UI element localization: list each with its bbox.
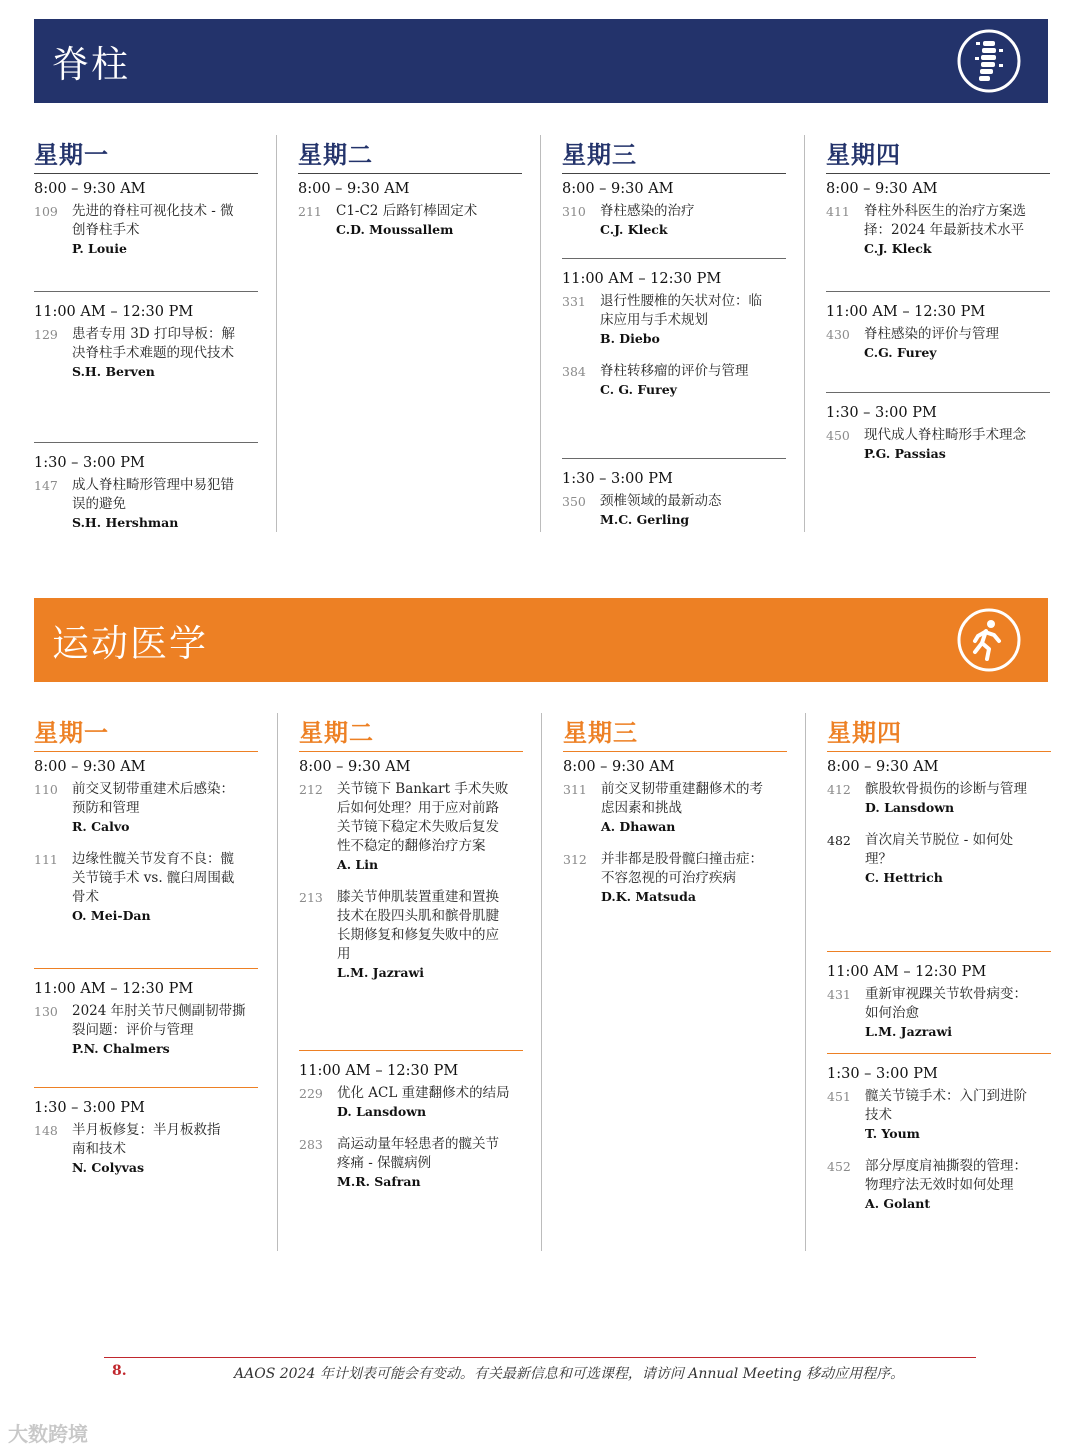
sports-day-thursday <box>827 713 1051 1211</box>
session-title: 高运动量年轻患者的髋关节 疼痛 - 保髋病例 <box>337 1136 499 1171</box>
session-title: 重新审视踝关节软骨病变： 如何治愈 <box>865 986 1027 1021</box>
session-title: 关节镜下 Bankart 手术失败 后如何处理？用于应对前路 关节镜下稳定术失败后复发 性不稳定的翻修治疗方案 <box>337 781 509 854</box>
sports-day-tuesday <box>299 713 523 1189</box>
session-number: 147 <box>34 478 58 493</box>
session-item <box>562 292 786 348</box>
spine-schedule <box>34 135 1054 535</box>
session-title: 前交叉韧带重建翻修术的考 虑因素和挑战 <box>601 781 763 816</box>
time-slot: 8:00 – 9:30 AM <box>34 759 146 775</box>
session-item <box>826 202 1050 258</box>
time-block <box>34 753 258 939</box>
time-slot: 11:00 AM – 12:30 PM <box>34 981 194 997</box>
time-slot: 8:00 – 9:30 AM <box>827 759 939 775</box>
session-number: 331 <box>562 294 586 309</box>
session-number: 452 <box>827 1159 851 1174</box>
session-title: 髌股软骨损伤的诊断与管理 <box>865 781 1027 797</box>
time-block <box>34 442 258 546</box>
runner-icon <box>956 607 1022 673</box>
spine-day-thursday <box>826 135 1050 461</box>
session-item <box>34 1002 258 1058</box>
session-number: 211 <box>298 204 322 219</box>
session-title: 2024 年肘关节尺侧副韧带撕 裂问题：评价与管理 <box>72 1003 246 1038</box>
session-title: 部分厚度肩袖撕裂的管理： 物理疗法无效时如何处理 <box>865 1158 1027 1193</box>
session-number: 350 <box>562 494 586 509</box>
time-block <box>34 291 258 395</box>
session-title: 首次肩关节脱位 - 如何处 理？ <box>865 832 1014 867</box>
footer-note: AAOS 2024 年计划表可能会有变动。有关最新信息和可选课程，请访问 Annual Meeting 移动应用程序。 <box>234 1366 905 1382</box>
session-speaker: C. G. Furey <box>600 382 677 397</box>
day-header: 星期二 <box>299 713 523 752</box>
session-item <box>563 850 787 906</box>
session-speaker: N. Colyvas <box>72 1160 145 1175</box>
column-divider <box>277 713 278 1251</box>
section-title-spine: 脊柱 <box>52 43 130 86</box>
session-speaker: C.J. Kleck <box>864 241 932 256</box>
session-item <box>827 780 1051 817</box>
session-number: 430 <box>826 327 850 342</box>
session-item <box>298 202 522 239</box>
spine-day-wednesday <box>562 135 786 527</box>
session-title: 脊柱感染的评价与管理 <box>864 326 999 342</box>
session-speaker: P.G. Passias <box>864 446 946 461</box>
session-item <box>34 325 258 381</box>
session-number: 148 <box>34 1123 58 1138</box>
time-slot: 1:30 – 3:00 PM <box>34 455 145 471</box>
session-speaker: O. Mei-Dan <box>72 908 151 923</box>
time-slot: 11:00 AM – 12:30 PM <box>34 304 194 320</box>
session-speaker: M.R. Safran <box>337 1174 421 1189</box>
time-slot: 11:00 AM – 12:30 PM <box>827 964 987 980</box>
session-speaker: A. Lin <box>337 857 379 872</box>
session-number: 411 <box>826 204 850 219</box>
session-item <box>827 985 1051 1041</box>
session-title: 边缘性髋关节发育不良：髋 关节镜手术 vs. 髋臼周围截 骨术 <box>72 851 235 905</box>
session-number: 431 <box>827 987 851 1002</box>
section-title-sports: 运动医学 <box>52 622 208 665</box>
time-slot: 8:00 – 9:30 AM <box>563 759 675 775</box>
session-speaker: C.D. Moussallem <box>336 222 454 237</box>
session-speaker: B. Diebo <box>600 331 660 346</box>
time-slot: 1:30 – 3:00 PM <box>826 405 937 421</box>
session-speaker: M.C. Gerling <box>600 512 690 527</box>
time-block <box>562 175 786 253</box>
session-speaker: S.H. Hershman <box>72 515 179 530</box>
day-header: 星期三 <box>562 135 786 174</box>
spine-day-tuesday <box>298 135 522 237</box>
session-title: 患者专用 3D 打印导板：解 决脊柱手术难题的现代技术 <box>72 326 235 361</box>
session-number: 110 <box>34 782 58 797</box>
time-block <box>34 1087 258 1191</box>
session-speaker: D. Lansdown <box>337 1104 427 1119</box>
day-header: 星期一 <box>34 713 258 752</box>
footer-divider <box>104 1357 976 1358</box>
session-item <box>827 1157 1051 1213</box>
session-speaker: A. Golant <box>865 1196 931 1211</box>
time-block <box>826 291 1050 376</box>
session-item <box>299 780 523 874</box>
spine-day-monday <box>34 135 258 530</box>
session-number: 384 <box>562 364 586 379</box>
column-divider <box>540 135 541 532</box>
session-number: 283 <box>299 1137 323 1152</box>
session-speaker: R. Calvo <box>72 819 130 834</box>
session-title: 脊柱感染的治疗 <box>600 203 695 219</box>
time-block <box>827 951 1051 1055</box>
time-block <box>826 392 1050 477</box>
session-item <box>827 831 1051 887</box>
spine-icon <box>956 28 1022 94</box>
sports-banner <box>34 598 1048 682</box>
session-item <box>562 202 786 239</box>
session-item <box>299 1084 523 1121</box>
time-slot: 1:30 – 3:00 PM <box>34 1100 145 1116</box>
time-block <box>826 175 1050 272</box>
day-header: 星期四 <box>827 713 1051 752</box>
day-header: 星期三 <box>563 713 787 752</box>
session-item <box>299 1135 523 1191</box>
session-title: 颈椎领域的最新动态 <box>600 493 722 509</box>
session-number: 412 <box>827 782 851 797</box>
session-title: 成人脊柱畸形管理中易犯错 误的避免 <box>72 477 234 512</box>
session-item <box>827 1087 1051 1143</box>
session-number: 482 <box>827 833 851 848</box>
session-number: 450 <box>826 428 850 443</box>
session-title: 退行性腰椎的矢状对位：临 床应用与手术规划 <box>600 293 762 328</box>
time-slot: 8:00 – 9:30 AM <box>562 181 674 197</box>
session-title: 现代成人脊柱畸形手术理念 <box>864 427 1026 443</box>
session-title: 优化 ACL 重建翻修术的结局 <box>337 1085 510 1101</box>
time-block <box>34 968 258 1072</box>
session-title: 脊柱转移瘤的评价与管理 <box>600 363 749 379</box>
session-speaker: P.N. Chalmers <box>72 1041 170 1056</box>
session-number: 212 <box>299 782 323 797</box>
time-slot: 11:00 AM – 12:30 PM <box>562 271 722 287</box>
session-item <box>563 780 787 836</box>
session-number: 451 <box>827 1089 851 1104</box>
session-speaker: C.G. Furey <box>864 345 937 360</box>
session-speaker: P. Louie <box>72 241 127 256</box>
page-number: 8. <box>112 1363 127 1379</box>
session-title: 半月板修复：半月板救指 南和技术 <box>72 1122 221 1157</box>
time-block <box>298 175 522 253</box>
session-title: 脊柱外科医生的治疗方案选 择：2024 年最新技术水平 <box>864 203 1026 238</box>
session-speaker: A. Dhawan <box>601 819 676 834</box>
session-title: 膝关节伸肌装置重建和置换 技术在股四头肌和髌骨肌腱 长期修复和修复失败中的应 用 <box>337 889 499 962</box>
time-slot: 1:30 – 3:00 PM <box>562 471 673 487</box>
time-slot: 8:00 – 9:30 AM <box>298 181 410 197</box>
session-title: C1-C2 后路钉棒固定术 <box>336 203 478 219</box>
time-slot: 8:00 – 9:30 AM <box>826 181 938 197</box>
time-block <box>827 753 1051 901</box>
session-number: 229 <box>299 1086 323 1101</box>
session-speaker: S.H. Berven <box>72 364 155 379</box>
column-divider <box>805 713 806 1251</box>
session-speaker: T. Youm <box>865 1126 920 1141</box>
session-item <box>826 426 1050 463</box>
time-block <box>827 1053 1051 1227</box>
time-block <box>34 175 258 272</box>
column-divider <box>804 135 805 532</box>
time-slot: 11:00 AM – 12:30 PM <box>826 304 986 320</box>
session-title: 髋关节镜手术：入门到进阶 技术 <box>865 1088 1027 1123</box>
session-number: 213 <box>299 890 323 905</box>
time-block <box>563 753 787 920</box>
day-header: 星期四 <box>826 135 1050 174</box>
sports-schedule <box>34 713 1054 1253</box>
session-item <box>34 850 258 925</box>
watermark: 大数跨境 <box>8 1422 88 1446</box>
time-block <box>299 753 523 996</box>
session-item <box>562 492 786 529</box>
session-speaker: D. Lansdown <box>865 800 955 815</box>
sports-day-monday <box>34 713 258 1175</box>
session-speaker: C. Hettrich <box>865 870 943 885</box>
time-block <box>562 458 786 543</box>
time-slot: 11:00 AM – 12:30 PM <box>299 1063 459 1079</box>
time-block <box>299 1050 523 1205</box>
session-number: 111 <box>34 852 58 867</box>
session-speaker: C.J. Kleck <box>600 222 668 237</box>
time-slot: 8:00 – 9:30 AM <box>34 181 146 197</box>
time-block <box>562 258 786 413</box>
session-number: 130 <box>34 1004 58 1019</box>
session-item <box>34 1121 258 1177</box>
column-divider <box>276 135 277 532</box>
session-speaker: D.K. Matsuda <box>601 889 696 904</box>
session-item <box>34 780 258 836</box>
session-number: 129 <box>34 327 58 342</box>
column-divider <box>541 713 542 1251</box>
session-title: 并非都是股骨髋臼撞击症： 不容忽视的可治疗疾病 <box>601 851 763 886</box>
spine-banner <box>34 19 1048 103</box>
day-header: 星期一 <box>34 135 258 174</box>
session-number: 311 <box>563 782 587 797</box>
session-number: 310 <box>562 204 586 219</box>
session-speaker: L.M. Jazrawi <box>337 965 424 980</box>
session-item <box>34 476 258 532</box>
day-header: 星期二 <box>298 135 522 174</box>
time-slot: 8:00 – 9:30 AM <box>299 759 411 775</box>
sports-day-wednesday <box>563 713 787 904</box>
time-slot: 1:30 – 3:00 PM <box>827 1066 938 1082</box>
session-title: 前交叉韧带重建术后感染： 预防和管理 <box>72 781 234 816</box>
session-item <box>34 202 258 258</box>
session-speaker: L.M. Jazrawi <box>865 1024 952 1039</box>
session-title: 先进的脊柱可视化技术 - 微 创脊柱手术 <box>72 203 234 238</box>
session-item <box>299 888 523 982</box>
session-item <box>562 362 786 399</box>
session-number: 109 <box>34 204 58 219</box>
session-item <box>826 325 1050 362</box>
session-number: 312 <box>563 852 587 867</box>
